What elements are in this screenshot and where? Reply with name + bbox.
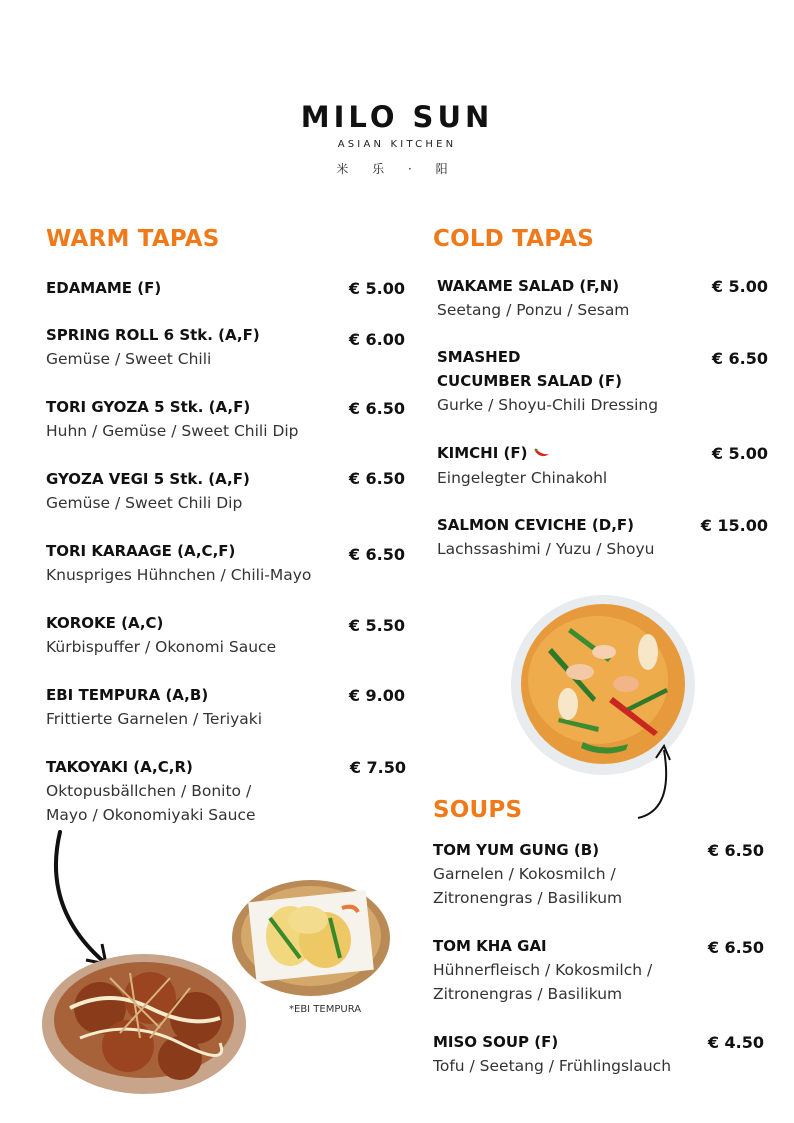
ebi-tempura-photo [230,878,392,1000]
item-name-text: KIMCHI (F) [437,444,528,462]
item-description: Garnelen / Kokosmilch / [433,865,616,883]
menu-item [46,323,260,371]
item-price: € 4.50 [707,1033,764,1052]
item-name: TORI KARAAGE (A,C,F) [46,542,236,560]
menu-item [46,467,250,515]
arrow-icon [634,738,678,824]
item-description-line2: Zitronengras / Basilikum [433,985,623,1003]
menu-item [46,755,256,827]
item-price: € 6.50 [707,938,764,957]
arrow-icon [46,828,112,968]
item-name: TAKOYAKI (A,C,R) [46,758,193,776]
photo-caption: *EBI TEMPURA [289,1004,362,1015]
item-description: Seetang / Ponzu / Sesam [437,301,630,319]
item-price: € 5.00 [348,279,405,298]
item-description: Lachssashimi / Yuzu / Shoyu [437,540,655,558]
item-name: SALMON CEVICHE (D,F) [437,516,635,534]
item-price: € 6.50 [348,545,405,564]
menu-item [46,276,161,300]
item-description: Hühnerfleisch / Kokosmilch / [433,961,653,979]
item-description: Frittierte Garnelen / Teriyaki [46,710,263,728]
menu-item [46,683,262,731]
item-name: SMASHED [437,348,521,366]
menu-item [437,441,607,490]
item-name: MISO SOUP (F) [433,1033,559,1051]
item-description: Gemüse / Sweet Chili Dip [46,494,243,512]
menu-item [433,838,622,910]
item-name: SPRING ROLL 6 Stk. (A,F) [46,326,260,344]
chili-icon [533,442,551,466]
item-name [437,441,607,466]
brand-chinese: 米 乐 · 阳 [336,162,458,176]
item-price: € 6.50 [348,469,405,488]
item-description-line2: Mayo / Okonomiyaki Sauce [46,806,256,824]
item-price: € 9.00 [348,686,405,705]
menu-item [46,395,299,443]
item-price: € 5.00 [711,444,768,463]
menu-item [433,934,652,1006]
item-description: Huhn / Gemüse / Sweet Chili Dip [46,422,299,440]
menu-item [46,539,311,587]
takoyaki-photo [40,948,248,1096]
section-title-cold-tapas: COLD TAPAS [433,226,595,252]
menu-item [437,513,655,561]
item-price: € 5.50 [348,616,405,635]
menu-item [46,611,276,659]
item-description: Knuspriges Hühnchen / Chili-Mayo [46,566,312,584]
brand-name: MILO SUN [300,100,494,134]
brand-subtitle: ASIAN KITCHEN [337,139,457,150]
item-name: TORI GYOZA 5 Stk. (A,F) [46,398,251,416]
menu-item [433,1030,671,1078]
section-title-warm-tapas: WARM TAPAS [46,226,220,252]
item-price: € 7.50 [349,758,406,777]
item-name-line2: CUCUMBER SALAD (F) [437,372,622,390]
item-price: € 6.50 [711,349,768,368]
menu-item [437,274,629,322]
item-price: € 6.00 [348,330,405,349]
item-name: TOM KHA GAI [433,937,547,955]
item-name: TOM YUM GUNG (B) [433,841,600,859]
item-price: € 6.50 [707,841,764,860]
item-description-line2: Zitronengras / Basilikum [433,889,623,907]
section-title-soups: SOUPS [433,797,523,823]
item-description: Tofu / Seetang / Frühlingslauch [433,1057,672,1075]
item-description: Oktopusbällchen / Bonito / [46,782,252,800]
item-price: € 5.00 [711,277,768,296]
item-name: GYOZA VEGI 5 Stk. (A,F) [46,470,250,488]
menu-item [437,345,658,417]
item-price: € 15.00 [700,516,768,535]
item-name: EDAMAME (F) [46,279,162,297]
item-price: € 6.50 [348,399,405,418]
item-description: Gemüse / Sweet Chili [46,350,212,368]
item-description: Gurke / Shoyu-Chili Dressing [437,396,659,414]
item-description: Kürbispuffer / Okonomi Sauce [46,638,277,656]
item-name: KOROKE (A,C) [46,614,164,632]
item-name: EBI TEMPURA (A,B) [46,686,209,704]
item-name: WAKAME SALAD (F,N) [437,277,620,295]
item-description: Eingelegter Chinakohl [437,468,608,487]
